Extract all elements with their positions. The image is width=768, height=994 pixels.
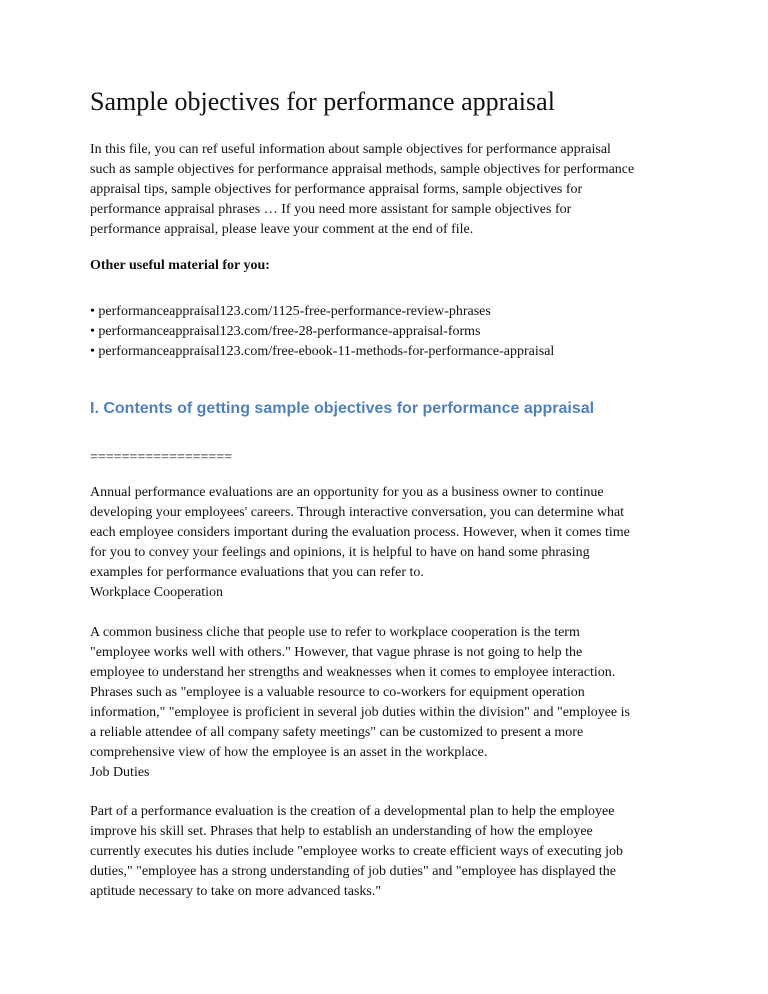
text-line: comprehensive view of how the employee is an asset in the workplace. — [90, 745, 488, 760]
document-title: Sample objectives for performance appraisal — [90, 87, 555, 116]
text-line: each employee considers important during the evaluation process. However, when it comes time — [90, 525, 630, 540]
text-line: currently executes his duties include "employee works to create efficient ways of executing job — [90, 844, 623, 859]
link-list — [90, 302, 554, 362]
text-line: a reliable attendee of all company safety meetings" can be customized to present a more — [90, 725, 584, 740]
link-item[interactable]: • performanceappraisal123.com/free-28-performance-appraisal-forms — [90, 324, 481, 339]
intro-paragraph — [90, 140, 634, 240]
text-line: A common business cliche that people use to refer to workplace cooperation is the term — [90, 625, 580, 640]
text-line: information," "employee is proficient in several job duties within the division" and "employee is — [90, 705, 630, 720]
text-line: improve his skill set. Phrases that help to establish an understanding of how the employee — [90, 824, 593, 839]
text-line: such as sample objectives for performance appraisal methods, sample objectives for performance — [90, 162, 635, 177]
separator: ================== — [90, 450, 233, 465]
text-line: Part of a performance evaluation is the creation of a developmental plan to help the employee — [90, 804, 615, 819]
subheading: Job Duties — [90, 765, 150, 780]
text-line: appraisal tips, sample objectives for performance appraisal forms, sample objectives for — [90, 182, 583, 197]
text-line: Phrases such as "employee is a valuable resource to co-workers for equipment operation — [90, 685, 585, 700]
paragraph-3 — [90, 802, 623, 902]
text-line: for you to convey your feelings and opinions, it is helpful to have on hand some phrasing — [90, 545, 590, 560]
text-line: "employee works well with others." However, that vague phrase is not going to help the — [90, 645, 583, 660]
text-line: employee to understand her strengths and weaknesses when it comes to employee interaction. — [90, 665, 616, 680]
section-heading: I. Contents of getting sample objectives for performance appraisal — [90, 400, 595, 417]
text-line: developing your employees' careers. Through interactive conversation, you can determine what — [90, 505, 625, 520]
text-line: performance appraisal, please leave your comment at the end of file. — [90, 222, 474, 237]
paragraph-2 — [90, 623, 630, 783]
subheading: Workplace Cooperation — [90, 585, 223, 600]
other-material-heading: Other useful material for you: — [90, 258, 270, 273]
text-line: examples for performance evaluations that you can refer to. — [90, 565, 424, 580]
link-item[interactable]: • performanceappraisal123.com/free-ebook-11-methods-for-performance-appraisal — [90, 344, 555, 359]
text-line: In this file, you can ref useful information about sample objectives for performance appraisal — [90, 142, 611, 157]
link-item[interactable]: • performanceappraisal123.com/1125-free-performance-review-phrases — [90, 304, 491, 319]
text-line: Annual performance evaluations are an opportunity for you as a business owner to continue — [90, 485, 604, 500]
text-line: aptitude necessary to take on more advanced tasks." — [90, 884, 382, 899]
text-line: performance appraisal phrases … If you need more assistant for sample objectives for — [90, 202, 572, 217]
text-line: duties," "employee has a strong understanding of job duties" and "employee has displayed the — [90, 864, 616, 879]
paragraph-1 — [90, 483, 630, 603]
